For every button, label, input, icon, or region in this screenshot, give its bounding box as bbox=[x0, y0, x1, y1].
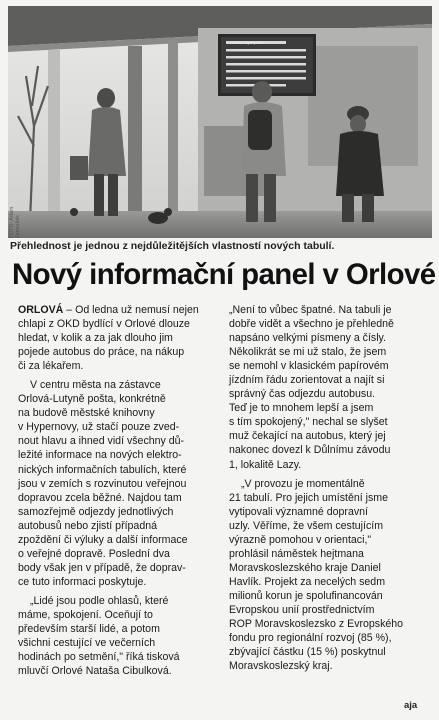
text-line: Orlová-Lutyně pošta, konkrétně bbox=[18, 393, 166, 406]
text-line: milionů korun je spolufinancován bbox=[229, 589, 383, 602]
text-line: „Lidé jsou podle ohlasů, které bbox=[30, 594, 169, 607]
text-line: máme, spokojení. Oceňují to bbox=[18, 608, 153, 621]
text-line: fondu pro regionální rozvoj (85 %), bbox=[229, 632, 392, 645]
text-line: 1, lokalitě Lazy. bbox=[229, 458, 302, 471]
photo-caption: Přehlednost je jednou z nejdůležitějších vlastností nových tabulí. bbox=[10, 240, 335, 252]
text-line: všichni cestující ve večerních bbox=[18, 637, 156, 650]
text-line: V centru města na zástavce bbox=[30, 379, 161, 392]
text-line: mluvčí Orlové Nataša Cibulková. bbox=[18, 665, 172, 678]
text-line: ležité informace na nových elektro- bbox=[18, 449, 182, 462]
text-line: v Hypernovy, už stačí pouze zved- bbox=[18, 421, 180, 434]
article-column-right bbox=[229, 303, 432, 673]
text-line: se nemohl v klasickém papírovém bbox=[229, 360, 389, 373]
text-line: Několikrát se mi už stalo, že jsem bbox=[229, 346, 387, 359]
text-line: správný čas odjezdu autobusu. bbox=[229, 388, 376, 401]
text-line: Moravskoslezského kraje Daniel bbox=[229, 561, 381, 574]
text-line: samozřejmě odjezdy jednotlivých bbox=[18, 505, 174, 518]
text-line: dopravou zcela běžné. Najdou tam bbox=[18, 491, 182, 504]
text-line: napsáno velkými písmeny a čísly. bbox=[229, 332, 387, 345]
photo-credit: FOTO: Adam Janoušek bbox=[9, 206, 21, 238]
text-line: nout hlavu a ihned vidí všechny dů- bbox=[18, 435, 185, 448]
text-line: ROP Moravskoslezsko z Evropského bbox=[229, 618, 404, 631]
text-line: „V provozu je momentálně bbox=[241, 477, 365, 490]
text-line: Moravskoslezský kraj. bbox=[229, 660, 333, 673]
text-line: – Od ledna už nemusí nejen bbox=[63, 304, 199, 316]
text-line: Havlík. Projekt za necelých sedm bbox=[229, 575, 386, 588]
text-line: dobře vidět a všechno je přehledně bbox=[229, 318, 394, 331]
text-line: Evropskou unií prostřednictvím bbox=[229, 603, 375, 616]
text-line: především starší lidé, a potom bbox=[18, 623, 160, 636]
text-line: nických informačních tabulích, které bbox=[18, 463, 187, 476]
text-line: vytipovali významné dopravní bbox=[229, 505, 368, 518]
text-line: Teď je to mnohem lepší a jsem bbox=[229, 402, 374, 415]
text-line: autobusů nebo zjistí případná bbox=[18, 519, 157, 532]
bus-stop-photo bbox=[8, 6, 432, 238]
text-line: body však jen v případě, že doprav- bbox=[18, 561, 186, 574]
text-line: jsou v zemích s rozvinutou veřejnou bbox=[18, 477, 187, 490]
headline: Nový informační panel v Orlové bbox=[12, 258, 436, 291]
board-title: Orlová, Lutyně pošta bbox=[230, 41, 264, 45]
article-photo bbox=[8, 6, 432, 238]
text-line: zpoždění či výluky a další informace bbox=[18, 533, 188, 546]
text-line: či za lékařem. bbox=[18, 360, 84, 373]
text-line: muž čekající na autobus, který jej bbox=[229, 430, 386, 443]
text-line: nakonec dovezl k Důlnímu závodu bbox=[229, 444, 391, 457]
text-line: na budově městské knihovny bbox=[18, 407, 155, 420]
text-line: hodinách po setmění," říká tisková bbox=[18, 651, 180, 664]
text-line: pojede autobus do práce, na nákup bbox=[18, 346, 185, 359]
author-signature: aja bbox=[404, 700, 418, 711]
text-line: zbývající částku (15 %) poskytnul bbox=[229, 646, 386, 659]
text-line: ce tuto informaci poskytuje. bbox=[18, 575, 147, 588]
text-line: s tím spokojený," nechal se slyšet bbox=[229, 416, 388, 429]
text-line: prohlásil náměstek hejtmana bbox=[229, 547, 364, 560]
text-line: chlapi z OKD bydlící v Orlové dlouze bbox=[18, 318, 190, 331]
text-line: 21 tabulí. Pro jejich umístění jsme bbox=[229, 491, 388, 504]
text-line: uzly. Věříme, že všem cestujícím bbox=[229, 519, 384, 532]
text-line: „Není to vůbec špatné. Na tabuli je bbox=[229, 304, 392, 316]
lead-line bbox=[18, 303, 220, 317]
text-line: jízdním řádu zorientovat a najít si bbox=[229, 374, 385, 387]
text-line: výrazně pomohou v orientaci," bbox=[229, 533, 372, 546]
dateline-place: ORLOVÁ bbox=[18, 304, 64, 316]
article-column-left bbox=[18, 303, 220, 678]
text-line: hledat, v kolik a za jak dlouho jim bbox=[18, 332, 173, 345]
text-line: o veřejné dopravě. Poslední dva bbox=[18, 547, 170, 560]
